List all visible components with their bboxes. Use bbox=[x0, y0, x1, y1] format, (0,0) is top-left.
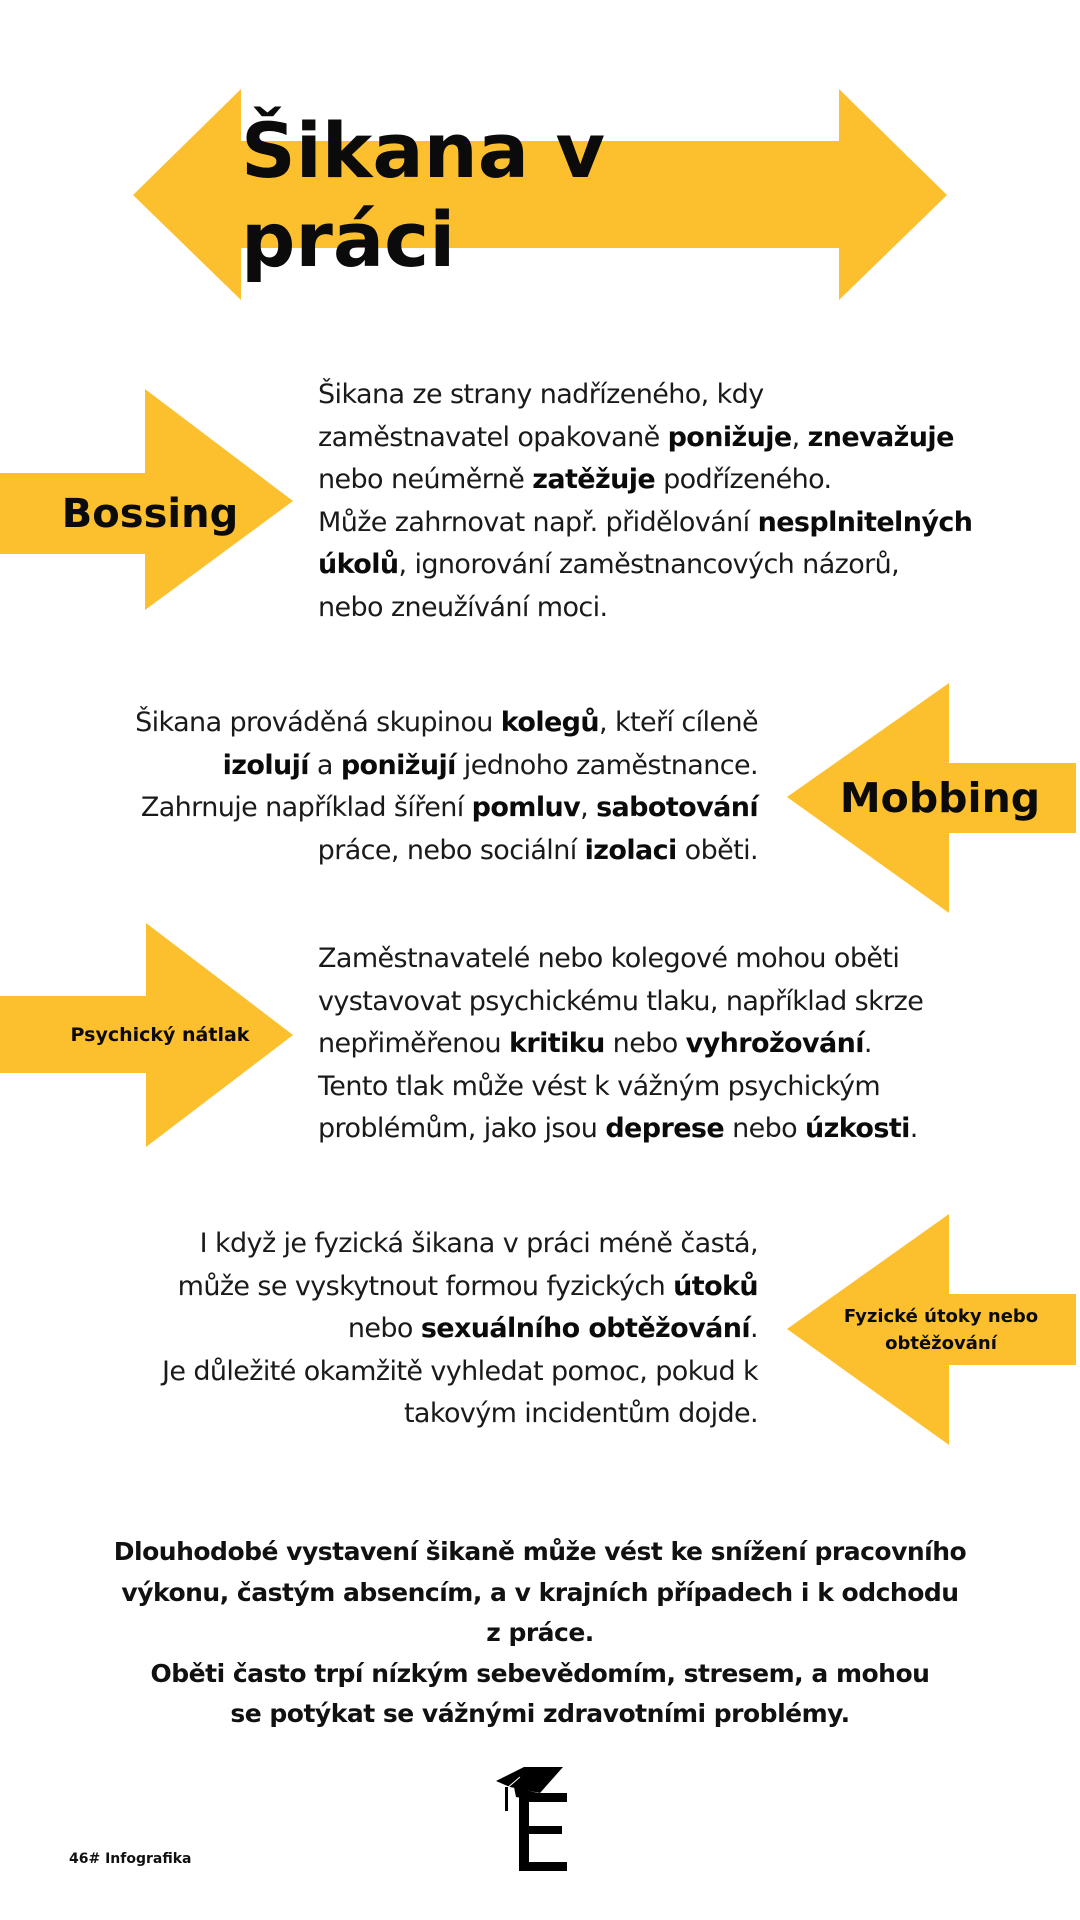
text-segment: a bbox=[308, 749, 341, 781]
description-line bbox=[318, 1066, 923, 1109]
emphasized-text: sexuálního obtěžování bbox=[420, 1313, 751, 1344]
text-segment: . bbox=[863, 1028, 872, 1059]
logo bbox=[490, 1765, 570, 1875]
conclusion-line: výkonu, častým absencím, a v krajních případech i k odchodu bbox=[121, 1577, 959, 1607]
description-line bbox=[318, 544, 972, 587]
bossing-label: Bossing bbox=[61, 490, 239, 537]
conclusion-line: se potýkat se vážnými zdravotními problémy. bbox=[230, 1699, 850, 1728]
description-line bbox=[162, 1393, 758, 1436]
description-line bbox=[135, 702, 758, 745]
text-segment: nebo bbox=[724, 1113, 806, 1144]
emphasized-text: vyhrožování bbox=[685, 1028, 864, 1059]
emphasized-text: deprese bbox=[605, 1113, 725, 1144]
text-segment: oběti. bbox=[676, 834, 758, 866]
text-segment: zaměstnavatel opakovaně bbox=[318, 421, 668, 453]
description-line bbox=[162, 1351, 758, 1394]
description-line bbox=[318, 502, 972, 545]
description-line bbox=[135, 787, 758, 830]
psychicky-natlak-description bbox=[318, 938, 923, 1151]
text-segment: , kteří cíleně bbox=[599, 707, 758, 738]
text-segment: může se vyskytnout formou fyzických bbox=[177, 1270, 674, 1302]
conclusion-line: z práce. bbox=[486, 1618, 594, 1647]
text-segment: Šikana prováděná skupinou bbox=[135, 707, 501, 738]
fyzicke-utoky-label bbox=[835, 1294, 1047, 1365]
description-line bbox=[318, 374, 972, 417]
text-segment: Může zahrnovat např. přidělování bbox=[318, 506, 758, 538]
description-line bbox=[318, 1108, 923, 1151]
text-segment: nebo bbox=[347, 1313, 421, 1344]
description-line bbox=[135, 830, 758, 873]
description-line bbox=[318, 417, 972, 460]
infographic-number-tag: 46# Infografika bbox=[69, 1851, 192, 1867]
text-segment: . bbox=[750, 1313, 758, 1344]
fyzicke-utoky-label-line-1: Fyzické útoky nebo bbox=[843, 1305, 1039, 1327]
emphasized-text: kolegů bbox=[500, 707, 600, 738]
text-segment: , bbox=[580, 792, 597, 823]
fyzicke-utoky-description bbox=[162, 1223, 758, 1436]
emphasized-text: izolují bbox=[222, 749, 309, 781]
description-line bbox=[318, 1023, 923, 1066]
conclusion-line: Oběti často trpí nízkým sebevědomím, stresem, a mohou bbox=[150, 1658, 930, 1688]
emphasized-text: nesplnitelných bbox=[757, 506, 973, 538]
emphasized-text: úkolů bbox=[318, 549, 399, 580]
emphasized-text: izolaci bbox=[584, 834, 677, 866]
bossing-description bbox=[318, 374, 972, 629]
description-line bbox=[162, 1266, 758, 1309]
emphasized-text: zatěžuje bbox=[532, 464, 656, 495]
text-segment: nepřiměřenou bbox=[318, 1028, 510, 1059]
text-segment: . bbox=[909, 1113, 918, 1144]
conclusion-text bbox=[40, 1532, 1040, 1735]
graduation-cap-icon bbox=[496, 1767, 563, 1811]
fyzicke-utoky-label-line-2: obtěžování bbox=[885, 1332, 997, 1354]
page-title: Šikana v práci bbox=[241, 105, 606, 284]
emphasized-text: sabotování bbox=[596, 792, 758, 823]
emphasized-text: kritiku bbox=[509, 1028, 605, 1059]
text-segment: , ignorování zaměstnancových názorů, bbox=[398, 549, 900, 580]
emphasized-text: ponižuje bbox=[667, 421, 792, 453]
psychicky-natlak-label: Psychický nátlak bbox=[70, 1023, 250, 1046]
description-line bbox=[318, 587, 972, 630]
text-segment: nebo bbox=[604, 1028, 686, 1059]
text-segment: nebo neúměrně bbox=[318, 464, 533, 495]
emphasized-text: úzkosti bbox=[805, 1113, 910, 1144]
text-segment: takovým incidentům dojde. bbox=[403, 1398, 758, 1429]
description-line bbox=[162, 1223, 758, 1266]
description-line bbox=[135, 745, 758, 788]
text-segment: Šikana ze strany nadřízeného, kdy bbox=[318, 379, 764, 410]
text-segment: podřízeného. bbox=[655, 464, 832, 495]
text-segment: práce, nebo sociální bbox=[317, 834, 585, 866]
emphasized-text: útoků bbox=[673, 1270, 758, 1302]
text-segment: Zaměstnavatelé nebo kolegové mohou oběti bbox=[318, 943, 900, 974]
emphasized-text: ponižují bbox=[340, 749, 456, 781]
text-segment: Tento tlak může vést k vážným psychickým bbox=[318, 1070, 881, 1102]
description-line bbox=[318, 459, 972, 502]
text-segment: jednoho zaměstnance. bbox=[455, 749, 758, 781]
emphasized-text: znevažuje bbox=[807, 421, 954, 453]
mobbing-label: Mobbing bbox=[839, 774, 1041, 822]
text-segment: Je důležité okamžitě vyhledat pomoc, pokud k bbox=[161, 1355, 758, 1387]
mobbing-description bbox=[135, 702, 758, 872]
description-line bbox=[162, 1308, 758, 1351]
logo-letter-e-icon bbox=[519, 1793, 567, 1871]
text-segment: I když je fyzická šikana v práci méně častá, bbox=[199, 1228, 758, 1259]
text-segment: , bbox=[791, 421, 808, 453]
text-segment: vystavovat psychickému tlaku, například skrze bbox=[318, 985, 924, 1017]
text-segment: problémům, jako jsou bbox=[318, 1113, 606, 1144]
description-line bbox=[318, 981, 923, 1024]
conclusion-line: Dlouhodobé vystavení šikaně může vést ke snížení pracovního bbox=[113, 1537, 967, 1566]
text-segment: Zahrnuje například šíření bbox=[140, 792, 472, 823]
text-segment: nebo zneužívání moci. bbox=[318, 591, 608, 623]
emphasized-text: pomluv bbox=[471, 792, 581, 823]
description-line bbox=[318, 938, 923, 981]
